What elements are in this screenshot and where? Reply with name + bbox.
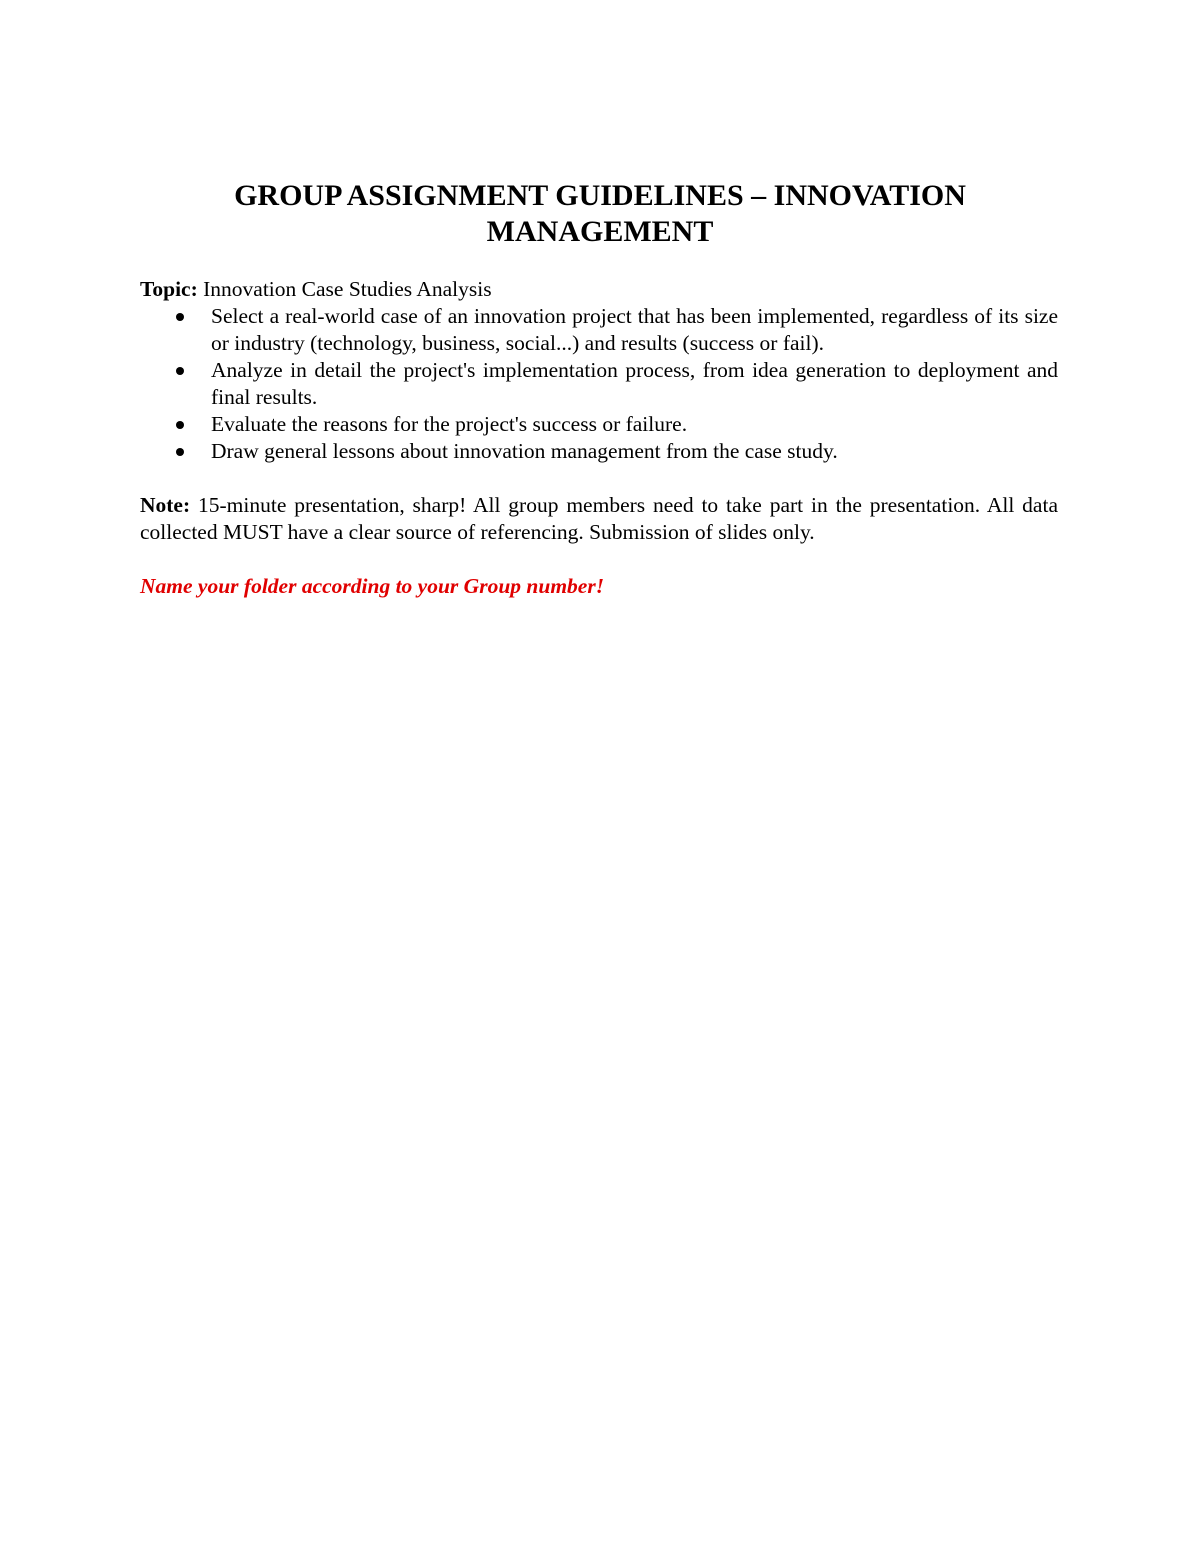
guidelines-list: [140, 303, 1058, 465]
note-paragraph: [140, 492, 1058, 546]
document-body: [140, 276, 1058, 600]
title-line-2: MANAGEMENT: [486, 215, 714, 248]
bullet-icon: [176, 313, 184, 321]
note-text: 15-minute presentation, sharp! All group members need to take part in the presentation. All data collected MUST have a clear source of referencing. Submission of slides only.: [140, 493, 1058, 544]
topic-line: [140, 276, 1058, 303]
list-item-text: Evaluate the reasons for the project's success or failure.: [211, 412, 688, 436]
document-title: [140, 178, 1060, 250]
title-line-1: GROUP ASSIGNMENT GUIDELINES – INNOVATION: [234, 179, 966, 212]
list-item: [140, 357, 1058, 411]
topic-value: Innovation Case Studies Analysis: [197, 277, 492, 301]
bullet-icon: [176, 421, 184, 429]
list-item-text: Select a real-world case of an innovation project that has been implemented, regardless of its size or industry (technology, business, social...) and results (success or fail).: [211, 304, 1058, 355]
list-item: [140, 438, 1058, 465]
list-item-text: Draw general lessons about innovation management from the case study.: [211, 439, 838, 463]
bullet-icon: [176, 367, 184, 375]
list-item-text: Analyze in detail the project's implementation process, from idea generation to deployment and final results.: [211, 358, 1058, 409]
folder-naming-reminder: Name your folder according to your Group number!: [140, 574, 605, 598]
topic-label: Topic:: [140, 277, 198, 301]
bullet-icon: [176, 448, 184, 456]
note-label: Note:: [140, 493, 191, 517]
list-item: [140, 303, 1058, 357]
list-item: [140, 411, 1058, 438]
